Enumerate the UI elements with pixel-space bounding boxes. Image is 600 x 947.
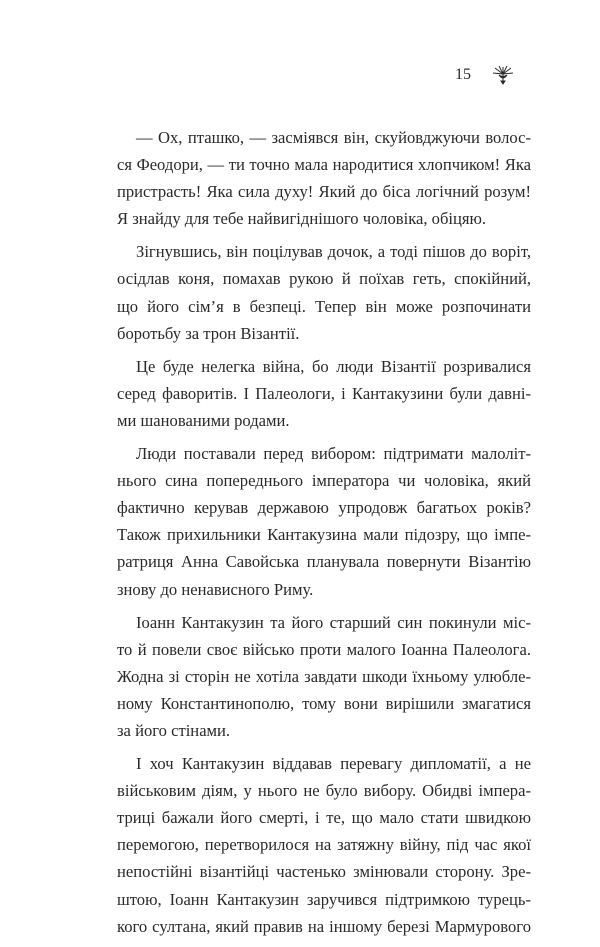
text-line: Люди поставали перед вибором: підтримати малоліт- [136, 444, 531, 464]
text-line: фактично керував державою упродовж багатьох років? [117, 498, 531, 518]
text-line: ратриця Анна Савойська планувала повернути Візантію [117, 552, 531, 572]
body-text [117, 124, 531, 946]
page-header [455, 62, 515, 88]
paragraph [117, 124, 531, 232]
paragraph [117, 440, 531, 603]
text-line: осідлав коня, помахав рукою й поїхав геть, спокійний, [117, 269, 531, 289]
text-line: ному Константинополю, тому вони вирішили змагатися [117, 693, 531, 713]
text-line: серед фаворитів. І Палеологи, і Кантакузини були давні- [117, 383, 531, 403]
text-line: Іоанн Кантакузин та його старший син покинули міс- [136, 612, 531, 632]
page-number: 15 [455, 66, 471, 83]
text-line: ми шанованими родами. [117, 410, 290, 430]
paragraph [117, 238, 531, 346]
text-line: боротьбу за трон Візантії. [117, 323, 300, 343]
text-line: за його стінами. [117, 720, 231, 740]
text-line: Зігнувшись, він поцілував дочок, а тоді пішов до воріт, [136, 242, 531, 262]
text-line: непостійні візантійці частенько змінювали сторону. Зре- [117, 862, 531, 882]
text-line: перемогою, перетворилося на затяжну війну, під час якої [117, 835, 531, 855]
text-line: Я знайду для тебе найвигіднішого чоловіка, обіцяю. [117, 209, 487, 229]
text-line: кого султана, який правив на іншому березі Мармурового [117, 916, 531, 936]
paragraph [117, 609, 531, 744]
text-line: нього сина попереднього імператора чи чоловіка, який [117, 471, 531, 491]
text-line: Це буде нелегка війна, бо люди Візантії розривалися [136, 356, 531, 376]
paragraph [117, 353, 531, 434]
text-line: Жодна зі сторін не хотіла завдати шкоди їхньому улюбле- [117, 666, 531, 686]
text-line: знову до ненависного Риму. [117, 579, 314, 599]
text-line: то й повели своє військо проти малого Іоанна Палеолога. [117, 639, 531, 659]
text-line: ся Феодори, — ти точно мала народитися хлопчиком! Яка [117, 155, 531, 175]
lily-ornament-icon [491, 65, 515, 85]
text-line: штою, Іоанн Кантакузин заручився підтримкою турець- [117, 889, 531, 909]
text-line: І хоч Кантакузин віддавав перевагу дипломатії, а не [136, 754, 531, 774]
text-line: триці бажали його смерті, і те, що мало стати швидкою [117, 808, 531, 828]
text-line: — Ох, пташко, — засміявся він, скуйовджуючи волос- [136, 128, 531, 147]
text-line: пристрасть! Яка сила духу! Який до біса логічний розум! [117, 182, 531, 202]
text-line: що його сім’я в безпеці. Тепер він може розпочинати [117, 296, 531, 316]
text-line: військовим діям, у нього не було вибору. Обидві імпера- [117, 781, 531, 801]
text-line: Також прихильники Кантакузина мали підозру, що імпе- [117, 525, 531, 545]
paragraph [117, 750, 531, 940]
